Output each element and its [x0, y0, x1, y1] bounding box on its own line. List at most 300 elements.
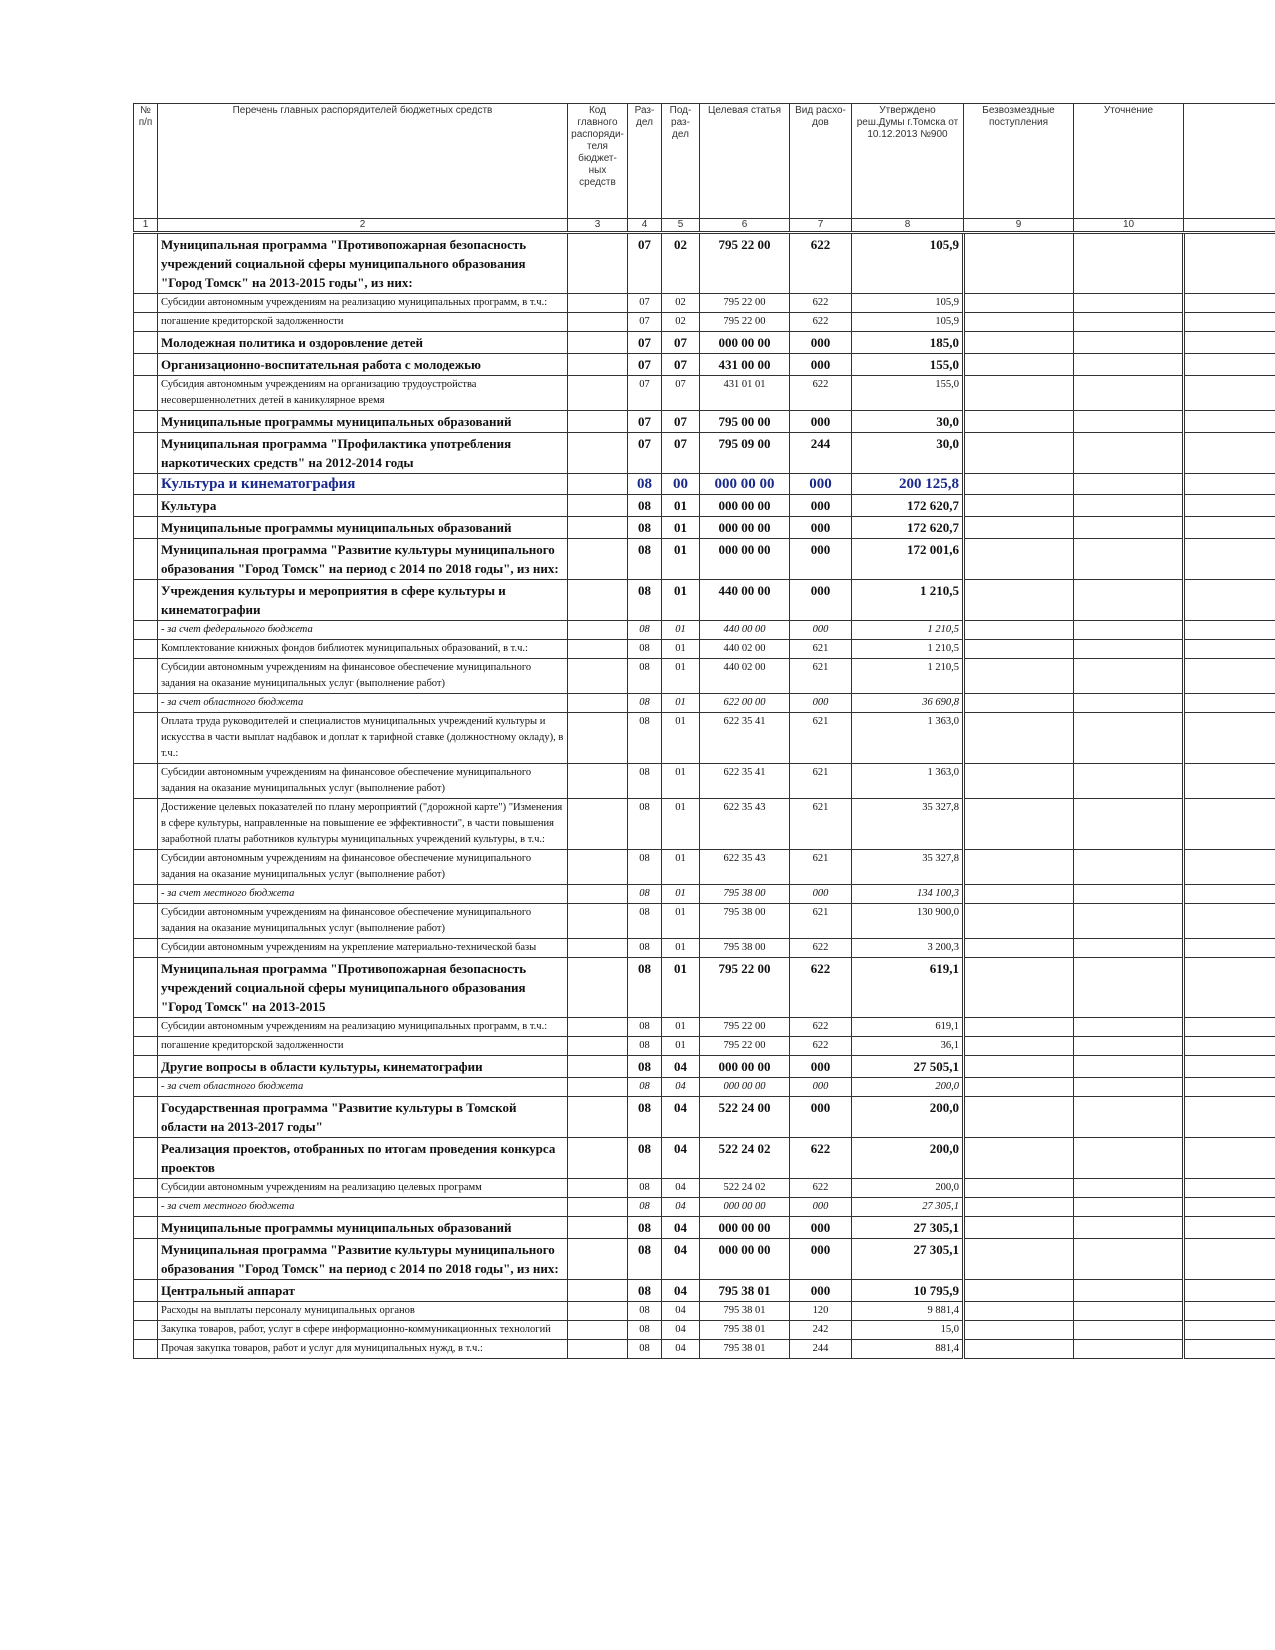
- cell-statya: 795 38 01: [700, 1280, 790, 1302]
- cell-statya: 440 00 00: [700, 621, 790, 640]
- cell-number: [134, 1097, 158, 1138]
- cell-extra: [1184, 621, 1275, 640]
- cell-grants: [964, 621, 1074, 640]
- cell-grants: [964, 764, 1074, 799]
- cell-vid: 622: [790, 1179, 852, 1198]
- cell-number: [134, 958, 158, 1018]
- cell-adjustment: [1074, 640, 1184, 659]
- cell-statya: 622 00 00: [700, 694, 790, 713]
- cell-adjustment: [1074, 294, 1184, 313]
- cell-statya: 795 00 00: [700, 411, 790, 433]
- cell-statya: 440 00 00: [700, 580, 790, 621]
- cell-extra: [1184, 850, 1275, 885]
- cell-podrazdel: 01: [662, 885, 700, 904]
- cell-amount: 200,0: [852, 1078, 964, 1097]
- cell-grants: [964, 799, 1074, 850]
- table-row: [134, 904, 1275, 939]
- cell-razdel: 08: [628, 1239, 662, 1280]
- col-header-5: Под-раз-дел: [662, 104, 700, 219]
- cell-vid: 000: [790, 885, 852, 904]
- cell-statya: 795 38 01: [700, 1321, 790, 1340]
- cell-statya: 000 00 00: [700, 332, 790, 354]
- table-row: [134, 1179, 1275, 1198]
- column-number-row: [134, 219, 1275, 233]
- cell-podrazdel: 01: [662, 659, 700, 694]
- cell-podrazdel: 01: [662, 713, 700, 764]
- cell-adjustment: [1074, 885, 1184, 904]
- cell-grants: [964, 539, 1074, 580]
- table-row: [134, 411, 1275, 433]
- cell-podrazdel: 01: [662, 640, 700, 659]
- cell-extra: [1184, 1179, 1275, 1198]
- cell-adjustment: [1074, 1078, 1184, 1097]
- cell-number: [134, 1239, 158, 1280]
- cell-vid: 000: [790, 332, 852, 354]
- cell-name: Субсидии автономным учреждениям на реализацию муниципальных программ, в т.ч.:: [158, 1018, 568, 1037]
- cell-statya: 795 38 01: [700, 1340, 790, 1359]
- table-row: [134, 474, 1275, 495]
- cell-amount: 3 200,3: [852, 939, 964, 958]
- cell-name: - за счет федерального бюджета: [158, 621, 568, 640]
- table-row: [134, 764, 1275, 799]
- cell-statya: 522 24 02: [700, 1179, 790, 1198]
- cell-podrazdel: 04: [662, 1179, 700, 1198]
- cell-razdel: 07: [628, 376, 662, 411]
- table-row: [134, 495, 1275, 517]
- cell-razdel: 08: [628, 799, 662, 850]
- table-row: [134, 1217, 1275, 1239]
- cell-grants: [964, 1056, 1074, 1078]
- cell-amount: 155,0: [852, 376, 964, 411]
- cell-name: Субсидии автономным учреждениям на финансовое обеспечение муниципального задания на оказание муниципальных услуг (выполнение работ): [158, 659, 568, 694]
- cell-podrazdel: 01: [662, 621, 700, 640]
- cell-amount: 185,0: [852, 332, 964, 354]
- cell-code: [568, 1280, 628, 1302]
- cell-grants: [964, 354, 1074, 376]
- cell-podrazdel: 07: [662, 332, 700, 354]
- cell-razdel: 08: [628, 1037, 662, 1056]
- cell-amount: 155,0: [852, 354, 964, 376]
- cell-number: [134, 539, 158, 580]
- cell-extra: [1184, 799, 1275, 850]
- cell-amount: 1 363,0: [852, 764, 964, 799]
- cell-adjustment: [1074, 659, 1184, 694]
- cell-razdel: 08: [628, 1138, 662, 1179]
- table-row: [134, 1302, 1275, 1321]
- cell-podrazdel: 01: [662, 1037, 700, 1056]
- cell-amount: 36 690,8: [852, 694, 964, 713]
- cell-statya: 000 00 00: [700, 474, 790, 495]
- cell-grants: [964, 1280, 1074, 1302]
- cell-number: [134, 1037, 158, 1056]
- cell-podrazdel: 04: [662, 1280, 700, 1302]
- cell-vid: 000: [790, 354, 852, 376]
- cell-vid: 000: [790, 1280, 852, 1302]
- cell-name: - за счет областного бюджета: [158, 1078, 568, 1097]
- cell-grants: [964, 1078, 1074, 1097]
- table-row: [134, 433, 1275, 474]
- cell-extra: [1184, 517, 1275, 539]
- cell-amount: 1 210,5: [852, 580, 964, 621]
- cell-name: Муниципальная программа "Профилактика употребления наркотических средств" на 2012-2014 годы: [158, 433, 568, 474]
- col-num-3: 3: [568, 219, 628, 233]
- cell-code: [568, 433, 628, 474]
- col-num-2: 2: [158, 219, 568, 233]
- cell-razdel: 08: [628, 1078, 662, 1097]
- col-num-7: 7: [790, 219, 852, 233]
- cell-podrazdel: 07: [662, 433, 700, 474]
- cell-razdel: 08: [628, 713, 662, 764]
- cell-extra: [1184, 1321, 1275, 1340]
- cell-amount: 200 125,8: [852, 474, 964, 495]
- cell-code: [568, 1321, 628, 1340]
- cell-number: [134, 885, 158, 904]
- cell-code: [568, 1018, 628, 1037]
- cell-number: [134, 433, 158, 474]
- cell-adjustment: [1074, 958, 1184, 1018]
- cell-amount: 35 327,8: [852, 799, 964, 850]
- col-num-8: 8: [852, 219, 964, 233]
- table-row: [134, 354, 1275, 376]
- cell-number: [134, 1340, 158, 1359]
- cell-razdel: 08: [628, 1198, 662, 1217]
- table-row: [134, 939, 1275, 958]
- cell-number: [134, 1302, 158, 1321]
- cell-extra: [1184, 1302, 1275, 1321]
- cell-name: погашение кредиторской задолженности: [158, 1037, 568, 1056]
- cell-podrazdel: 01: [662, 904, 700, 939]
- cell-name: - за счет местного бюджета: [158, 885, 568, 904]
- cell-code: [568, 1056, 628, 1078]
- table-row: [134, 850, 1275, 885]
- cell-number: [134, 1179, 158, 1198]
- cell-podrazdel: 00: [662, 474, 700, 495]
- table-row: [134, 799, 1275, 850]
- cell-grants: [964, 1340, 1074, 1359]
- cell-amount: 15,0: [852, 1321, 964, 1340]
- cell-vid: 242: [790, 1321, 852, 1340]
- cell-number: [134, 659, 158, 694]
- cell-grants: [964, 713, 1074, 764]
- cell-vid: 622: [790, 1037, 852, 1056]
- cell-name: Субсидии автономным учреждениям на финансовое обеспечение муниципального задания на оказание муниципальных услуг (выполнение работ): [158, 850, 568, 885]
- cell-extra: [1184, 495, 1275, 517]
- table-row: [134, 580, 1275, 621]
- cell-statya: 522 24 00: [700, 1097, 790, 1138]
- cell-number: [134, 1198, 158, 1217]
- cell-amount: 27 505,1: [852, 1056, 964, 1078]
- cell-podrazdel: 01: [662, 799, 700, 850]
- cell-razdel: 08: [628, 764, 662, 799]
- cell-name: Расходы на выплаты персоналу муниципальных органов: [158, 1302, 568, 1321]
- cell-grants: [964, 433, 1074, 474]
- cell-razdel: 08: [628, 939, 662, 958]
- cell-statya: 622 35 43: [700, 799, 790, 850]
- table-row: [134, 1056, 1275, 1078]
- cell-statya: 000 00 00: [700, 495, 790, 517]
- table-row: [134, 713, 1275, 764]
- cell-grants: [964, 904, 1074, 939]
- cell-podrazdel: 02: [662, 294, 700, 313]
- cell-razdel: 08: [628, 495, 662, 517]
- cell-vid: 622: [790, 233, 852, 294]
- cell-amount: 105,9: [852, 233, 964, 294]
- table-row: [134, 958, 1275, 1018]
- cell-number: [134, 313, 158, 332]
- table-row: [134, 233, 1275, 294]
- cell-statya: 000 00 00: [700, 1056, 790, 1078]
- cell-podrazdel: 04: [662, 1217, 700, 1239]
- cell-extra: [1184, 904, 1275, 939]
- cell-extra: [1184, 939, 1275, 958]
- cell-adjustment: [1074, 713, 1184, 764]
- cell-number: [134, 713, 158, 764]
- cell-code: [568, 1097, 628, 1138]
- cell-grants: [964, 294, 1074, 313]
- cell-name: Молодежная политика и оздоровление детей: [158, 332, 568, 354]
- budget-table-sheet: [133, 103, 1275, 1359]
- cell-extra: [1184, 376, 1275, 411]
- table-row: [134, 313, 1275, 332]
- cell-code: [568, 233, 628, 294]
- cell-amount: 134 100,3: [852, 885, 964, 904]
- cell-razdel: 07: [628, 354, 662, 376]
- cell-name: Субсидии автономным учреждениям на реализацию муниципальных программ, в т.ч.:: [158, 294, 568, 313]
- cell-code: [568, 850, 628, 885]
- cell-podrazdel: 02: [662, 233, 700, 294]
- cell-code: [568, 1239, 628, 1280]
- cell-vid: 621: [790, 640, 852, 659]
- cell-grants: [964, 495, 1074, 517]
- cell-code: [568, 958, 628, 1018]
- cell-adjustment: [1074, 1302, 1184, 1321]
- table-row: [134, 539, 1275, 580]
- cell-extra: [1184, 958, 1275, 1018]
- cell-code: [568, 1138, 628, 1179]
- cell-adjustment: [1074, 1056, 1184, 1078]
- cell-extra: [1184, 433, 1275, 474]
- cell-statya: 795 38 00: [700, 885, 790, 904]
- cell-amount: 619,1: [852, 1018, 964, 1037]
- cell-podrazdel: 04: [662, 1198, 700, 1217]
- cell-extra: [1184, 764, 1275, 799]
- cell-amount: 881,4: [852, 1340, 964, 1359]
- cell-amount: 1 363,0: [852, 713, 964, 764]
- cell-name: погашение кредиторской задолженности: [158, 313, 568, 332]
- col-header-6: Целевая статья: [700, 104, 790, 219]
- table-row: [134, 517, 1275, 539]
- cell-grants: [964, 958, 1074, 1018]
- cell-vid: 000: [790, 1217, 852, 1239]
- cell-razdel: 08: [628, 904, 662, 939]
- cell-grants: [964, 850, 1074, 885]
- cell-number: [134, 799, 158, 850]
- cell-name: Культура: [158, 495, 568, 517]
- cell-razdel: 08: [628, 1056, 662, 1078]
- table-row: [134, 376, 1275, 411]
- col-num-9: 9: [964, 219, 1074, 233]
- cell-razdel: 08: [628, 1179, 662, 1198]
- cell-adjustment: [1074, 580, 1184, 621]
- col-header-7: Вид расхо-дов: [790, 104, 852, 219]
- table-row: [134, 885, 1275, 904]
- cell-extra: [1184, 1037, 1275, 1056]
- cell-vid: 622: [790, 1138, 852, 1179]
- cell-name: - за счет местного бюджета: [158, 1198, 568, 1217]
- cell-statya: 622 35 41: [700, 764, 790, 799]
- cell-grants: [964, 1018, 1074, 1037]
- cell-number: [134, 1280, 158, 1302]
- cell-statya: 000 00 00: [700, 1239, 790, 1280]
- cell-number: [134, 376, 158, 411]
- cell-vid: 000: [790, 1097, 852, 1138]
- cell-adjustment: [1074, 1179, 1184, 1198]
- cell-code: [568, 1217, 628, 1239]
- cell-code: [568, 885, 628, 904]
- col-num-10: 10: [1074, 219, 1184, 233]
- cell-number: [134, 1078, 158, 1097]
- cell-podrazdel: 01: [662, 1018, 700, 1037]
- cell-name: Муниципальные программы муниципальных образований: [158, 517, 568, 539]
- cell-code: [568, 621, 628, 640]
- cell-adjustment: [1074, 1198, 1184, 1217]
- cell-razdel: 08: [628, 885, 662, 904]
- cell-podrazdel: 04: [662, 1340, 700, 1359]
- cell-razdel: 08: [628, 850, 662, 885]
- cell-number: [134, 233, 158, 294]
- cell-name: Муниципальная программа "Развитие культуры муниципального образования "Город Томск" на период с 2014 по 2018 годы", из них:: [158, 539, 568, 580]
- cell-adjustment: [1074, 433, 1184, 474]
- cell-number: [134, 354, 158, 376]
- cell-razdel: 08: [628, 580, 662, 621]
- cell-extra: [1184, 539, 1275, 580]
- col-num-6: 6: [700, 219, 790, 233]
- cell-statya: 795 22 00: [700, 1037, 790, 1056]
- cell-statya: 795 22 00: [700, 958, 790, 1018]
- cell-amount: 1 210,5: [852, 659, 964, 694]
- cell-adjustment: [1074, 233, 1184, 294]
- cell-vid: 621: [790, 713, 852, 764]
- cell-vid: 000: [790, 495, 852, 517]
- cell-adjustment: [1074, 1239, 1184, 1280]
- cell-razdel: 08: [628, 1217, 662, 1239]
- cell-statya: 522 24 02: [700, 1138, 790, 1179]
- cell-vid: 622: [790, 939, 852, 958]
- cell-amount: 619,1: [852, 958, 964, 1018]
- cell-name: Субсидии автономным учреждениям на укрепление материально-технической базы: [158, 939, 568, 958]
- cell-extra: [1184, 580, 1275, 621]
- cell-extra: [1184, 1018, 1275, 1037]
- budget-table: [133, 103, 1275, 1359]
- cell-statya: 795 38 01: [700, 1302, 790, 1321]
- cell-amount: 30,0: [852, 411, 964, 433]
- table-row: [134, 1018, 1275, 1037]
- cell-vid: 000: [790, 1078, 852, 1097]
- cell-number: [134, 332, 158, 354]
- cell-number: [134, 621, 158, 640]
- table-row: [134, 621, 1275, 640]
- cell-vid: 622: [790, 376, 852, 411]
- cell-statya: 795 22 00: [700, 313, 790, 332]
- cell-name: Другие вопросы в области культуры, кинематографии: [158, 1056, 568, 1078]
- cell-amount: 172 620,7: [852, 517, 964, 539]
- cell-amount: 200,0: [852, 1138, 964, 1179]
- cell-name: Оплата труда руководителей и специалистов муниципальных учреждений культуры и искусства в части выплат надбавок и доплат к тарифной ставке (должностному окладу), в т.ч.:: [158, 713, 568, 764]
- cell-grants: [964, 885, 1074, 904]
- cell-code: [568, 1340, 628, 1359]
- cell-name: Субсидии автономным учреждениям на реализацию целевых программ: [158, 1179, 568, 1198]
- cell-code: [568, 799, 628, 850]
- cell-name: Организационно-воспитательная работа с молодежью: [158, 354, 568, 376]
- cell-vid: 000: [790, 580, 852, 621]
- cell-code: [568, 294, 628, 313]
- cell-code: [568, 539, 628, 580]
- table-row: [134, 1280, 1275, 1302]
- cell-extra: [1184, 640, 1275, 659]
- cell-vid: 000: [790, 621, 852, 640]
- cell-name: Центральный аппарат: [158, 1280, 568, 1302]
- cell-name: Закупка товаров, работ, услуг в сфере информационно-коммуникационных технологий: [158, 1321, 568, 1340]
- cell-grants: [964, 332, 1074, 354]
- cell-vid: 244: [790, 1340, 852, 1359]
- cell-extra: [1184, 885, 1275, 904]
- cell-adjustment: [1074, 517, 1184, 539]
- cell-grants: [964, 939, 1074, 958]
- cell-adjustment: [1074, 1138, 1184, 1179]
- cell-vid: 000: [790, 411, 852, 433]
- cell-code: [568, 659, 628, 694]
- cell-code: [568, 939, 628, 958]
- cell-amount: 9 881,4: [852, 1302, 964, 1321]
- cell-code: [568, 313, 628, 332]
- cell-razdel: 08: [628, 1097, 662, 1138]
- cell-razdel: 08: [628, 474, 662, 495]
- cell-name: Субсидии автономным учреждениям на финансовое обеспечение муниципального задания на оказание муниципальных услуг (выполнение работ): [158, 904, 568, 939]
- cell-amount: 200,0: [852, 1097, 964, 1138]
- cell-podrazdel: 01: [662, 764, 700, 799]
- cell-podrazdel: 04: [662, 1302, 700, 1321]
- cell-podrazdel: 04: [662, 1321, 700, 1340]
- cell-code: [568, 1078, 628, 1097]
- table-row: [134, 640, 1275, 659]
- cell-podrazdel: 01: [662, 580, 700, 621]
- cell-extra: [1184, 659, 1275, 694]
- cell-extra: [1184, 1280, 1275, 1302]
- cell-statya: 000 00 00: [700, 1217, 790, 1239]
- cell-podrazdel: 04: [662, 1239, 700, 1280]
- cell-name: Комплектование книжных фондов библиотек муниципальных образований, в т.ч.:: [158, 640, 568, 659]
- cell-adjustment: [1074, 1037, 1184, 1056]
- cell-vid: 621: [790, 764, 852, 799]
- col-header-3: Код главного распоряди-теля бюджет-ных средств: [568, 104, 628, 219]
- cell-vid: 622: [790, 313, 852, 332]
- cell-podrazdel: 04: [662, 1078, 700, 1097]
- cell-number: [134, 411, 158, 433]
- cell-razdel: 08: [628, 1321, 662, 1340]
- cell-vid: 000: [790, 539, 852, 580]
- cell-grants: [964, 1179, 1074, 1198]
- cell-grants: [964, 1302, 1074, 1321]
- cell-podrazdel: 01: [662, 850, 700, 885]
- cell-vid: 622: [790, 294, 852, 313]
- cell-vid: 000: [790, 517, 852, 539]
- cell-adjustment: [1074, 1340, 1184, 1359]
- cell-statya: 000 00 00: [700, 539, 790, 580]
- cell-grants: [964, 1037, 1074, 1056]
- cell-statya: 440 02 00: [700, 659, 790, 694]
- col-header-11: [1184, 104, 1275, 219]
- cell-name: Культура и кинематография: [158, 474, 568, 495]
